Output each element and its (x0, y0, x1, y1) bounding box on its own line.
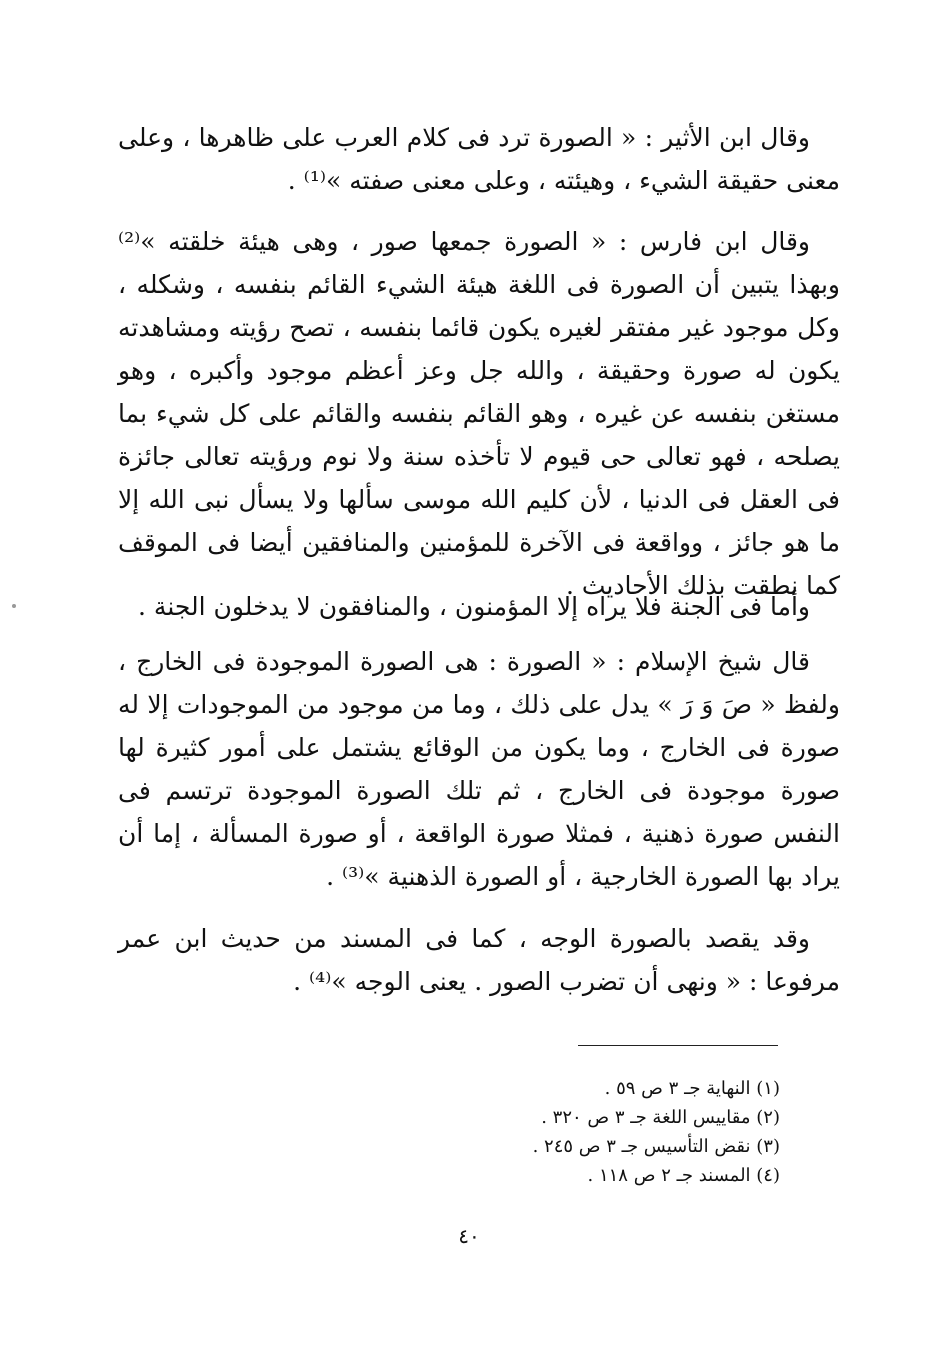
footnote-1: (١) النهاية جـ ٣ ص ٥٩ . (604, 1078, 780, 1099)
footnotes (360, 1074, 780, 1190)
paragraph-text: وقال ابن الأثير : « الصورة ترد فى كلام العرب على ظاهرها ، وعلى معنى حقيقة الشيء ، وهيئته ، وعلى معنى صفته »⁽¹⁾ . (118, 123, 840, 195)
footnote-divider (578, 1045, 778, 1046)
paragraph-text: وقال ابن فارس : « الصورة جمعها صور ، وهى هيئة خلقته »⁽²⁾ وبهذا يتبين أن الصورة فى اللغة هيئة الشيء القائم بنفسه ، وشكله ، وكل موجود غير مفتقر لغيره يكون قائما بنفسه ، تصح رؤيته ومشاهدته يكون له صورة وحقيقة ، والله جل وعز أعظم موجود وأكبره ، وهو مستغن بنفسه عن غيره ، وهو القائم بنفسه والقائم على كل شيء بما يصلحه ، فهو تعالى حى قيوم لا تأخذه سنة ولا نوم ورؤيته تعالى جائزة فى العقل فى الدنيا ، لأن كليم الله موسى سألها ولا يسأل نبى الله إلا ما هو جائز ، وواقعة فى الآخرة للمؤمنين والمنافقين أيضا فى الموقف كما نطقت بذلك الأحاديث . (118, 227, 840, 600)
paragraph-text: وقد يقصد بالصورة الوجه ، كما فى المسند من حديث ابن عمر مرفوعا : « ونهى أن تضرب الصور . يعنى الوجه »⁽⁴⁾ . (118, 924, 840, 996)
page-number: ٤٠ (458, 1224, 480, 1248)
paragraph-text: قال شيخ الإسلام : « الصورة : هى الصورة الموجودة فى الخارج ، ولفظ « صَ وَ رَ » يدل على ذلك ، وما من موجود من الموجودات إلا له صورة فى الخارج ، وما يكون من الوقائع يشتمل على أمور كثيرة لها صورة موجودة فى الخارج ، ثم تلك الصورة الموجودة ترتسم فى النفس صورة ذهنية ، فمثلا صورة الواقعة ، أو صورة المسألة ، إما أن يراد بها الصورة الخارجية ، أو الصورة الذهنية »⁽³⁾ . (118, 647, 840, 891)
margin-dot (12, 604, 16, 608)
paragraph-shaykh-al-islam (118, 640, 840, 898)
paragraph-ibn-faris (118, 220, 840, 607)
paragraph-paradise (118, 585, 840, 628)
footnote-4: (٤) المسند جـ ٢ ص ١١٨ . (587, 1165, 780, 1186)
footnote-3: (٣) نقض التأسيس جـ ٣ ص ٢٤٥ . (532, 1136, 780, 1157)
paragraph-face (118, 917, 840, 1003)
paragraph-ibn-al-athir (118, 116, 840, 202)
paragraph-text: وأما فى الجنة فلا يراه إلا المؤمنون ، والمنافقون لا يدخلون الجنة . (138, 592, 810, 621)
footnote-2: (٢) مقاييس اللغة جـ ٣ ص ٣٢٠ . (541, 1107, 780, 1128)
